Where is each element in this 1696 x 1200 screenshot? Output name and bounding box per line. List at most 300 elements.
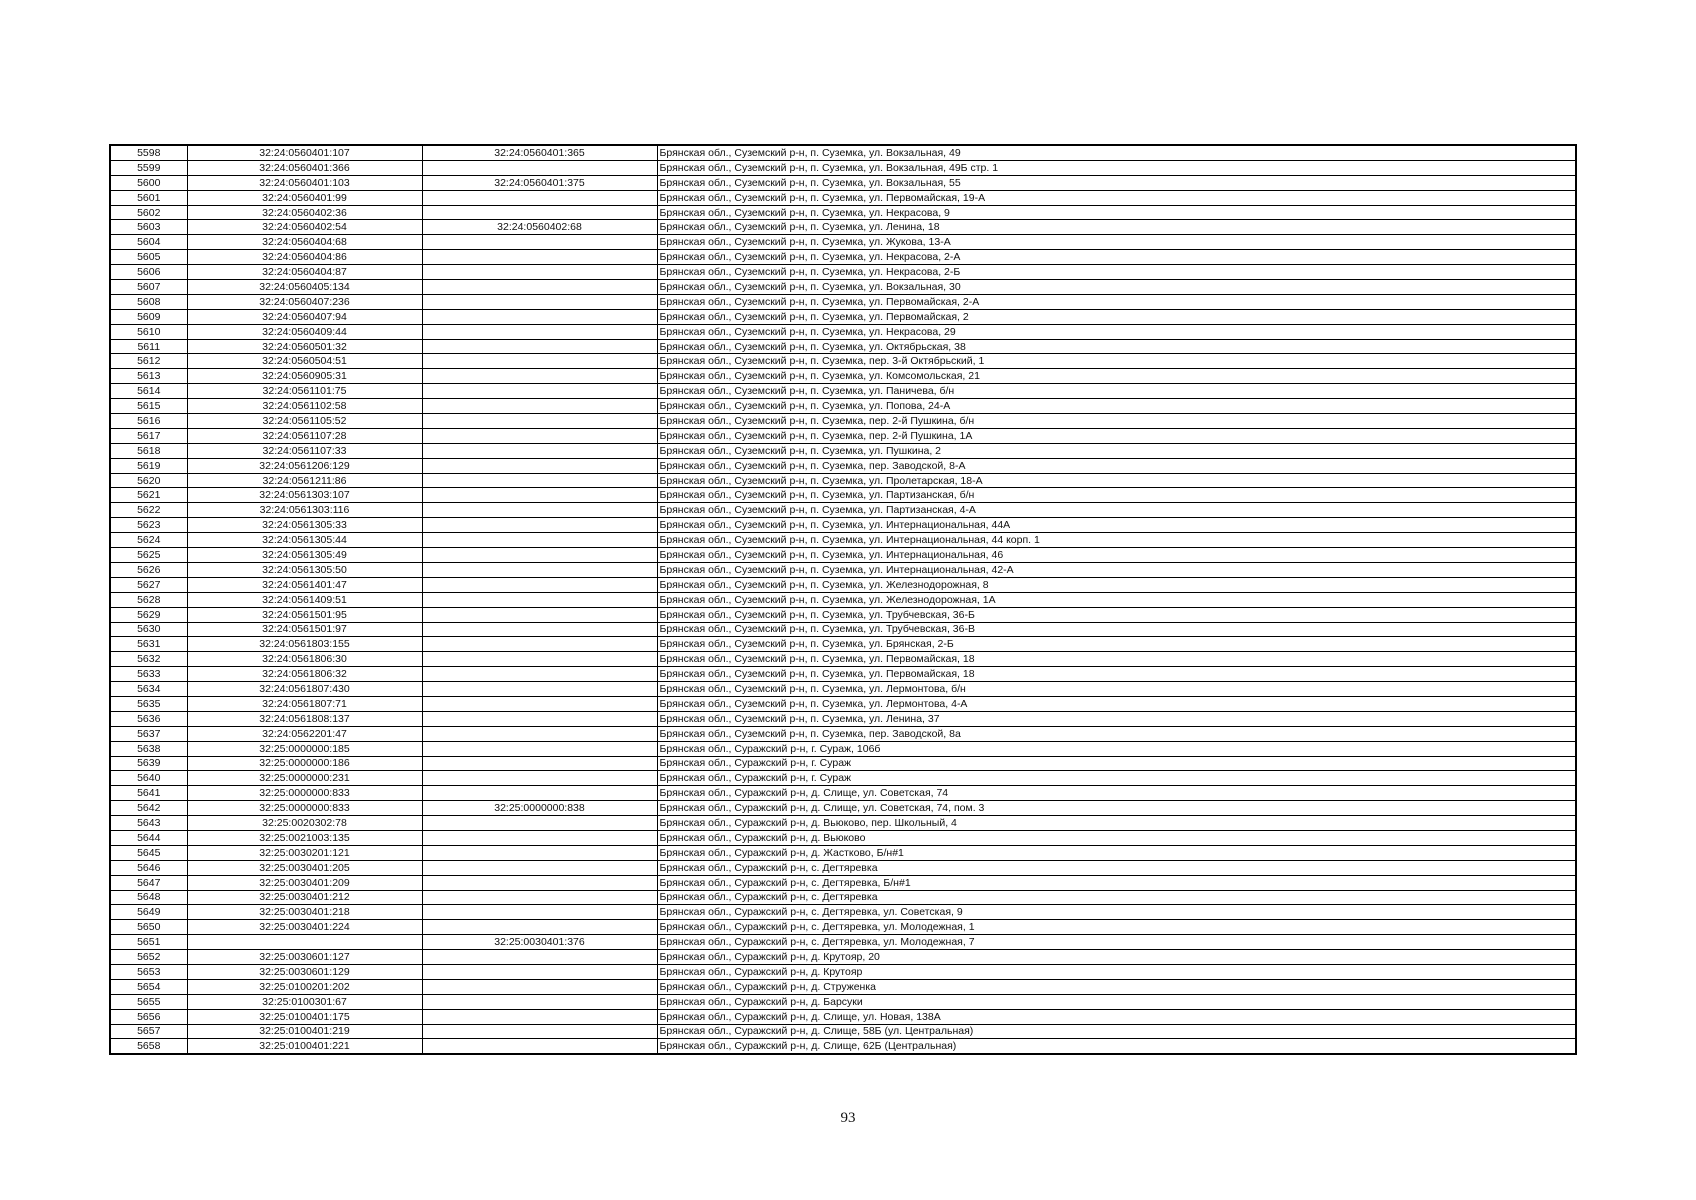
row-number-cell: 5623 [110,518,187,533]
land-cadastral-number-cell: 32:24:0561305:50 [187,562,422,577]
land-cadastral-number-cell: 32:24:0560404:87 [187,265,422,280]
land-cadastral-number-cell: 32:24:0561206:129 [187,458,422,473]
land-cadastral-number-cell: 32:24:0561303:116 [187,503,422,518]
address-cell: Брянская обл., Суражский р-н, с. Дегтяревка, ул. Молодежная, 1 [657,920,1576,935]
row-number-cell: 5647 [110,875,187,890]
table-row [110,756,1576,771]
land-cadastral-number-cell: 32:24:0560401:366 [187,160,422,175]
row-number-cell: 5625 [110,548,187,563]
table-row [110,399,1576,414]
land-cadastral-number-cell: 32:24:0561501:97 [187,622,422,637]
building-cadastral-number-cell [422,324,657,339]
building-cadastral-number-cell [422,994,657,1009]
building-cadastral-number-cell [422,920,657,935]
address-cell: Брянская обл., Суземский р-н, п. Суземка, ул. Первомайская, 2 [657,309,1576,324]
address-cell: Брянская обл., Суземский р-н, п. Суземка, ул. Интернациональная, 42-А [657,562,1576,577]
row-number-cell: 5655 [110,994,187,1009]
table-row [110,220,1576,235]
row-number-cell: 5615 [110,399,187,414]
table-row [110,428,1576,443]
building-cadastral-number-cell [422,1039,657,1054]
row-number-cell: 5650 [110,920,187,935]
land-cadastral-number-cell: 32:25:0030401:224 [187,920,422,935]
building-cadastral-number-cell [422,682,657,697]
table-row [110,548,1576,563]
table-row [110,950,1576,965]
building-cadastral-number-cell [422,309,657,324]
row-number-cell: 5621 [110,488,187,503]
address-cell: Брянская обл., Суземский р-н, п. Суземка, ул. Интернациональная, 46 [657,548,1576,563]
building-cadastral-number-cell [422,622,657,637]
row-number-cell: 5636 [110,711,187,726]
land-cadastral-number-cell: 32:24:0561107:28 [187,428,422,443]
row-number-cell: 5648 [110,890,187,905]
row-number-cell: 5628 [110,592,187,607]
row-number-cell: 5644 [110,830,187,845]
address-cell: Брянская обл., Суземский р-н, п. Суземка, ул. Пушкина, 2 [657,443,1576,458]
table-row [110,443,1576,458]
row-number-cell: 5652 [110,950,187,965]
building-cadastral-number-cell [422,518,657,533]
row-number-cell: 5640 [110,771,187,786]
row-number-cell: 5607 [110,280,187,295]
address-cell: Брянская обл., Суземский р-н, п. Суземка, ул. Вокзальная, 49 [657,145,1576,160]
building-cadastral-number-cell [422,354,657,369]
table-row [110,920,1576,935]
land-cadastral-number-cell: 32:25:0000000:833 [187,801,422,816]
address-cell: Брянская обл., Суземский р-н, п. Суземка, пер. Заводской, 8-А [657,458,1576,473]
table-row [110,384,1576,399]
building-cadastral-number-cell [422,711,657,726]
building-cadastral-number-cell: 32:25:0030401:376 [422,935,657,950]
row-number-cell: 5617 [110,428,187,443]
table-row [110,830,1576,845]
row-number-cell: 5616 [110,414,187,429]
row-number-cell: 5657 [110,1024,187,1039]
row-number-cell: 5620 [110,473,187,488]
building-cadastral-number-cell [422,443,657,458]
building-cadastral-number-cell [422,339,657,354]
building-cadastral-number-cell: 32:24:0560401:375 [422,175,657,190]
land-cadastral-number-cell: 32:24:0561211:86 [187,473,422,488]
land-cadastral-number-cell: 32:24:0560402:36 [187,205,422,220]
building-cadastral-number-cell [422,607,657,622]
land-cadastral-number-cell: 32:25:0030401:205 [187,860,422,875]
building-cadastral-number-cell: 32:24:0560401:365 [422,145,657,160]
row-number-cell: 5599 [110,160,187,175]
land-cadastral-number-cell: 32:25:0100401:219 [187,1024,422,1039]
building-cadastral-number-cell [422,696,657,711]
table-row [110,711,1576,726]
row-number-cell: 5610 [110,324,187,339]
table-row [110,324,1576,339]
land-cadastral-number-cell: 32:25:0030601:127 [187,950,422,965]
row-number-cell: 5626 [110,562,187,577]
address-cell: Брянская обл., Суземский р-н, п. Суземка, ул. Первомайская, 2-А [657,294,1576,309]
land-cadastral-number-cell: 32:24:0560504:51 [187,354,422,369]
land-cadastral-number-cell: 32:25:0000000:185 [187,741,422,756]
land-cadastral-number-cell: 32:24:0560402:54 [187,220,422,235]
address-cell: Брянская обл., Суземский р-н, п. Суземка, ул. Вокзальная, 30 [657,280,1576,295]
row-number-cell: 5619 [110,458,187,473]
page-number: 93 [840,1110,856,1126]
table-row [110,562,1576,577]
table-row [110,145,1576,160]
address-cell: Брянская обл., Суземский р-н, п. Суземка, ул. Интернациональная, 44 корп. 1 [657,533,1576,548]
row-number-cell: 5613 [110,369,187,384]
table-row [110,250,1576,265]
table-row [110,994,1576,1009]
land-cadastral-number-cell: 32:25:0100201:202 [187,979,422,994]
table-row [110,935,1576,950]
address-cell: Брянская обл., Суземский р-н, п. Суземка, ул. Лермонтова, 4-А [657,696,1576,711]
land-cadastral-number-cell: 32:24:0561107:33 [187,443,422,458]
land-cadastral-number-cell: 32:24:0561102:58 [187,399,422,414]
address-cell: Брянская обл., Суражский р-н, д. Слище, 58Б (ул. Центральная) [657,1024,1576,1039]
building-cadastral-number-cell [422,771,657,786]
land-cadastral-number-cell: 32:24:0561808:137 [187,711,422,726]
land-cadastral-number-cell: 32:24:0560407:94 [187,309,422,324]
land-cadastral-number-cell: 32:25:0030401:218 [187,905,422,920]
address-cell: Брянская обл., Суражский р-н, д. Крутояр [657,964,1576,979]
row-number-cell: 5601 [110,190,187,205]
land-cadastral-number-cell: 32:24:0562201:47 [187,726,422,741]
building-cadastral-number-cell [422,503,657,518]
address-cell: Брянская обл., Суражский р-н, с. Дегтяревка [657,860,1576,875]
land-cadastral-number-cell: 32:24:0560409:44 [187,324,422,339]
table-row [110,309,1576,324]
table-row [110,816,1576,831]
row-number-cell: 5629 [110,607,187,622]
table-row [110,190,1576,205]
building-cadastral-number-cell [422,265,657,280]
address-cell: Брянская обл., Суражский р-н, с. Дегтяревка, Б/н#1 [657,875,1576,890]
building-cadastral-number-cell [422,533,657,548]
table-row [110,607,1576,622]
land-cadastral-number-cell: 32:24:0561101:75 [187,384,422,399]
building-cadastral-number-cell [422,399,657,414]
building-cadastral-number-cell [422,190,657,205]
land-cadastral-number-cell: 32:24:0561303:107 [187,488,422,503]
table-row [110,682,1576,697]
address-cell: Брянская обл., Суземский р-н, п. Суземка, ул. Партизанская, 4-А [657,503,1576,518]
table-row [110,696,1576,711]
row-number-cell: 5638 [110,741,187,756]
building-cadastral-number-cell [422,250,657,265]
row-number-cell: 5627 [110,577,187,592]
table-row [110,354,1576,369]
table-row [110,801,1576,816]
address-cell: Брянская обл., Суземский р-н, п. Суземка, ул. Первомайская, 18 [657,652,1576,667]
table-row [110,1009,1576,1024]
building-cadastral-number-cell [422,384,657,399]
land-cadastral-number-cell: 32:24:0560404:86 [187,250,422,265]
address-cell: Брянская обл., Суземский р-н, п. Суземка, ул. Некрасова, 29 [657,324,1576,339]
table-row [110,860,1576,875]
land-cadastral-number-cell: 32:25:0000000:833 [187,786,422,801]
address-cell: Брянская обл., Суражский р-н, д. Крутояр, 20 [657,950,1576,965]
table-row [110,369,1576,384]
address-cell: Брянская обл., Суземский р-н, п. Суземка, пер. 2-й Пушкина, б/н [657,414,1576,429]
table-row [110,473,1576,488]
address-cell: Брянская обл., Суражский р-н, д. Вьюково, пер. Школьный, 4 [657,816,1576,831]
address-cell: Брянская обл., Суражский р-н, д. Слище, ул. Советская, 74, пом. 3 [657,801,1576,816]
row-number-cell: 5649 [110,905,187,920]
row-number-cell: 5639 [110,756,187,771]
building-cadastral-number-cell [422,160,657,175]
address-cell: Брянская обл., Суземский р-н, п. Суземка, ул. Некрасова, 2-А [657,250,1576,265]
table-row [110,726,1576,741]
building-cadastral-number-cell [422,488,657,503]
land-cadastral-number-cell: 32:24:0561501:95 [187,607,422,622]
land-cadastral-number-cell: 32:24:0560401:103 [187,175,422,190]
address-cell: Брянская обл., Суземский р-н, п. Суземка, ул. Лермонтова, б/н [657,682,1576,697]
row-number-cell: 5656 [110,1009,187,1024]
row-number-cell: 5618 [110,443,187,458]
building-cadastral-number-cell [422,950,657,965]
table-row [110,622,1576,637]
row-number-cell: 5643 [110,816,187,831]
building-cadastral-number-cell [422,890,657,905]
table-row [110,265,1576,280]
building-cadastral-number-cell: 32:24:0560402:68 [422,220,657,235]
land-cadastral-number-cell: 32:24:0560404:68 [187,235,422,250]
row-number-cell: 5653 [110,964,187,979]
row-number-cell: 5642 [110,801,187,816]
building-cadastral-number-cell [422,280,657,295]
address-cell: Брянская обл., Суземский р-н, п. Суземка, ул. Попова, 24-А [657,399,1576,414]
land-cadastral-number-cell: 32:24:0561305:33 [187,518,422,533]
table-row [110,280,1576,295]
address-cell: Брянская обл., Суземский р-н, п. Суземка, ул. Трубчевская, 36-В [657,622,1576,637]
land-cadastral-number-cell: 32:25:0030201:121 [187,845,422,860]
land-cadastral-number-cell: 32:24:0560501:32 [187,339,422,354]
land-cadastral-number-cell [187,935,422,950]
building-cadastral-number-cell [422,577,657,592]
table-row [110,592,1576,607]
building-cadastral-number-cell [422,741,657,756]
table-row [110,205,1576,220]
building-cadastral-number-cell [422,905,657,920]
land-cadastral-number-cell: 32:24:0560905:31 [187,369,422,384]
land-cadastral-number-cell: 32:25:0030401:212 [187,890,422,905]
row-number-cell: 5608 [110,294,187,309]
table-row [110,845,1576,860]
address-cell: Брянская обл., Суражский р-н, д. Барсуки [657,994,1576,1009]
address-cell: Брянская обл., Суземский р-н, п. Суземка, ул. Брянская, 2-Б [657,637,1576,652]
row-number-cell: 5605 [110,250,187,265]
address-cell: Брянская обл., Суражский р-н, с. Дегтяревка, ул. Молодежная, 7 [657,935,1576,950]
table-row [110,577,1576,592]
building-cadastral-number-cell: 32:25:0000000:838 [422,801,657,816]
building-cadastral-number-cell [422,756,657,771]
row-number-cell: 5609 [110,309,187,324]
table-row [110,890,1576,905]
row-number-cell: 5624 [110,533,187,548]
address-cell: Брянская обл., Суземский р-н, п. Суземка, ул. Партизанская, б/н [657,488,1576,503]
address-cell: Брянская обл., Суражский р-н, д. Слище, 62Б (Центральная) [657,1039,1576,1054]
row-number-cell: 5612 [110,354,187,369]
address-cell: Брянская обл., Суземский р-н, п. Суземка, пер. 3-й Октябрьский, 1 [657,354,1576,369]
land-cadastral-number-cell: 32:24:0561305:49 [187,548,422,563]
building-cadastral-number-cell [422,294,657,309]
row-number-cell: 5603 [110,220,187,235]
row-number-cell: 5637 [110,726,187,741]
address-cell: Брянская обл., Суражский р-н, с. Дегтяревка, ул. Советская, 9 [657,905,1576,920]
table-row [110,1039,1576,1054]
address-cell: Брянская обл., Суражский р-н, д. Слище, ул. Новая, 138А [657,1009,1576,1024]
building-cadastral-number-cell [422,458,657,473]
address-cell: Брянская обл., Суражский р-н, г. Сураж, 106б [657,741,1576,756]
table-row [110,458,1576,473]
table-row [110,875,1576,890]
building-cadastral-number-cell [422,1024,657,1039]
table-row [110,786,1576,801]
address-cell: Брянская обл., Суземский р-н, п. Суземка, ул. Железнодорожная, 8 [657,577,1576,592]
land-cadastral-number-cell: 32:24:0561803:155 [187,637,422,652]
table-row [110,637,1576,652]
land-cadastral-number-cell: 32:24:0561401:47 [187,577,422,592]
land-cadastral-number-cell: 32:24:0561806:30 [187,652,422,667]
row-number-cell: 5635 [110,696,187,711]
table-row [110,294,1576,309]
table-row [110,741,1576,756]
address-cell: Брянская обл., Суземский р-н, п. Суземка, ул. Первомайская, 18 [657,667,1576,682]
building-cadastral-number-cell [422,428,657,443]
address-cell: Брянская обл., Суражский р-н, с. Дегтяревка [657,890,1576,905]
address-cell: Брянская обл., Суражский р-н, д. Слище, ул. Советская, 74 [657,786,1576,801]
row-number-cell: 5645 [110,845,187,860]
row-number-cell: 5622 [110,503,187,518]
address-cell: Брянская обл., Суражский р-н, г. Сураж [657,756,1576,771]
address-cell: Брянская обл., Суземский р-н, п. Суземка, ул. Паничева, б/н [657,384,1576,399]
building-cadastral-number-cell [422,205,657,220]
land-cadastral-number-cell: 32:24:0561806:32 [187,667,422,682]
building-cadastral-number-cell [422,726,657,741]
row-number-cell: 5633 [110,667,187,682]
land-cadastral-number-cell: 32:24:0560401:99 [187,190,422,205]
land-cadastral-number-cell: 32:25:0100401:221 [187,1039,422,1054]
land-cadastral-number-cell: 32:24:0561409:51 [187,592,422,607]
table-row [110,964,1576,979]
building-cadastral-number-cell [422,592,657,607]
address-cell: Брянская обл., Суземский р-н, п. Суземка, ул. Комсомольская, 21 [657,369,1576,384]
building-cadastral-number-cell [422,652,657,667]
table-row [110,503,1576,518]
row-number-cell: 5646 [110,860,187,875]
land-cadastral-number-cell: 32:25:0020302:78 [187,816,422,831]
address-cell: Брянская обл., Суземский р-н, п. Суземка, ул. Вокзальная, 55 [657,175,1576,190]
land-cadastral-number-cell: 32:24:0560407:236 [187,294,422,309]
land-cadastral-number-cell: 32:24:0561807:71 [187,696,422,711]
registry-table-body [110,145,1576,1054]
building-cadastral-number-cell [422,667,657,682]
address-cell: Брянская обл., Суземский р-н, п. Суземка, ул. Вокзальная, 49Б стр. 1 [657,160,1576,175]
building-cadastral-number-cell [422,875,657,890]
land-cadastral-number-cell: 32:24:0560401:107 [187,145,422,160]
table-row [110,533,1576,548]
building-cadastral-number-cell [422,786,657,801]
address-cell: Брянская обл., Суземский р-н, п. Суземка, пер. Заводской, 8а [657,726,1576,741]
row-number-cell: 5654 [110,979,187,994]
land-cadastral-number-cell: 32:25:0030401:209 [187,875,422,890]
building-cadastral-number-cell [422,562,657,577]
table-row [110,235,1576,250]
row-number-cell: 5651 [110,935,187,950]
building-cadastral-number-cell [422,235,657,250]
land-cadastral-number-cell: 32:25:0100301:67 [187,994,422,1009]
row-number-cell: 5641 [110,786,187,801]
address-cell: Брянская обл., Суземский р-н, п. Суземка, ул. Некрасова, 2-Б [657,265,1576,280]
building-cadastral-number-cell [422,637,657,652]
building-cadastral-number-cell [422,979,657,994]
address-cell: Брянская обл., Суземский р-н, п. Суземка, пер. 2-й Пушкина, 1А [657,428,1576,443]
table-row [110,905,1576,920]
building-cadastral-number-cell [422,964,657,979]
table-row [110,771,1576,786]
address-cell: Брянская обл., Суражский р-н, г. Сураж [657,771,1576,786]
row-number-cell: 5606 [110,265,187,280]
address-cell: Брянская обл., Суражский р-н, д. Жастково, Б/н#1 [657,845,1576,860]
land-cadastral-number-cell: 32:25:0030601:129 [187,964,422,979]
row-number-cell: 5658 [110,1039,187,1054]
land-cadastral-number-cell: 32:25:0000000:186 [187,756,422,771]
land-cadastral-number-cell: 32:24:0561305:44 [187,533,422,548]
address-cell: Брянская обл., Суземский р-н, п. Суземка, ул. Первомайская, 19-А [657,190,1576,205]
address-cell: Брянская обл., Суземский р-н, п. Суземка, ул. Железнодорожная, 1А [657,592,1576,607]
row-number-cell: 5602 [110,205,187,220]
address-cell: Брянская обл., Суражский р-н, д. Вьюково [657,830,1576,845]
row-number-cell: 5614 [110,384,187,399]
table-row [110,160,1576,175]
table-row [110,1024,1576,1039]
building-cadastral-number-cell [422,473,657,488]
address-cell: Брянская обл., Суражский р-н, д. Струженка [657,979,1576,994]
land-cadastral-number-cell: 32:25:0000000:231 [187,771,422,786]
address-cell: Брянская обл., Суземский р-н, п. Суземка, ул. Некрасова, 9 [657,205,1576,220]
table-row [110,652,1576,667]
row-number-cell: 5631 [110,637,187,652]
address-cell: Брянская обл., Суземский р-н, п. Суземка, ул. Ленина, 18 [657,220,1576,235]
row-number-cell: 5598 [110,145,187,160]
table-row [110,414,1576,429]
land-cadastral-number-cell: 32:24:0561105:52 [187,414,422,429]
building-cadastral-number-cell [422,830,657,845]
building-cadastral-number-cell [422,414,657,429]
registry-table [109,144,1577,1055]
table-row [110,488,1576,503]
address-cell: Брянская обл., Суземский р-н, п. Суземка, ул. Интернациональная, 44А [657,518,1576,533]
row-number-cell: 5611 [110,339,187,354]
land-cadastral-number-cell: 32:25:0021003:135 [187,830,422,845]
building-cadastral-number-cell [422,1009,657,1024]
address-cell: Брянская обл., Суземский р-н, п. Суземка, ул. Ленина, 37 [657,711,1576,726]
table-row [110,518,1576,533]
land-cadastral-number-cell: 32:24:0561807:430 [187,682,422,697]
table-row [110,979,1576,994]
table-row [110,175,1576,190]
address-cell: Брянская обл., Суземский р-н, п. Суземка, ул. Пролетарская, 18-А [657,473,1576,488]
land-cadastral-number-cell: 32:24:0560405:134 [187,280,422,295]
row-number-cell: 5600 [110,175,187,190]
row-number-cell: 5630 [110,622,187,637]
building-cadastral-number-cell [422,845,657,860]
building-cadastral-number-cell [422,369,657,384]
building-cadastral-number-cell [422,860,657,875]
row-number-cell: 5634 [110,682,187,697]
table-row [110,339,1576,354]
row-number-cell: 5632 [110,652,187,667]
